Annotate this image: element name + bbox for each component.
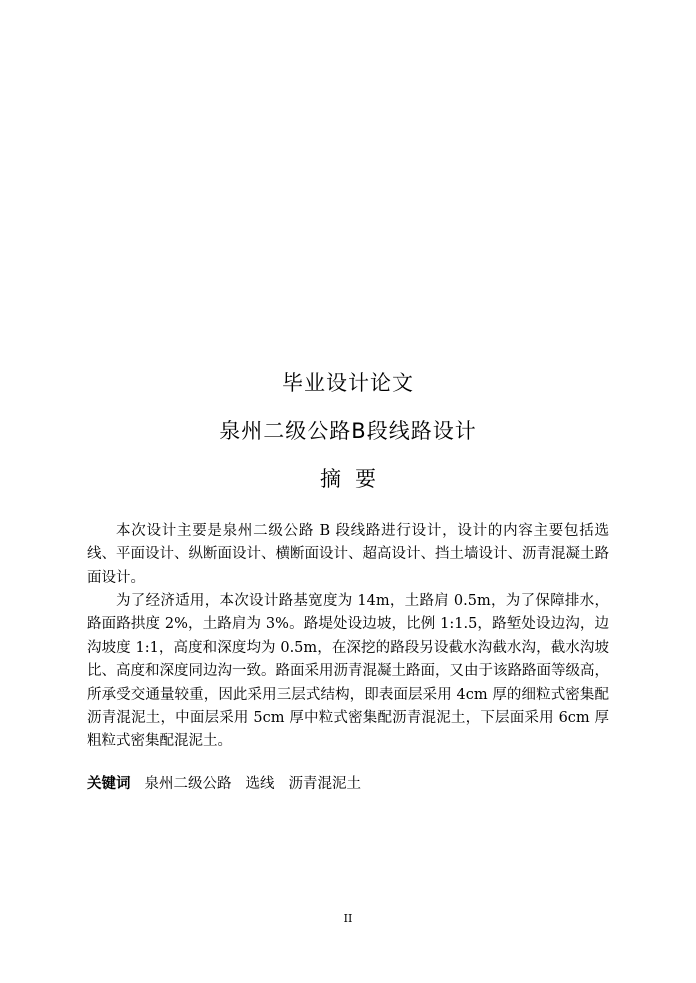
abstract-paragraph-1: 本次设计主要是泉州二级公路 B 段线路进行设计，设计的内容主要包括选线、平面设计、纵断面设计、横断面设计、超高设计、挡土墙设计、沥青混凝土路面设计。 xyxy=(87,523,609,586)
keyword-item: 沥青混泥土 xyxy=(288,776,361,792)
keyword-item: 选线 xyxy=(245,776,275,792)
thesis-subtitle: 泉州二级公路B段线路设计 xyxy=(219,419,477,443)
page-number: II xyxy=(343,912,353,925)
abstract-heading xyxy=(0,465,696,493)
keywords-line xyxy=(87,773,609,796)
thesis-title: 毕业设计论文 xyxy=(282,371,414,395)
keywords-label: 关键词 xyxy=(87,776,131,792)
keyword-item: 泉州二级公路 xyxy=(144,776,232,792)
abstract-heading-part1: 摘 xyxy=(320,467,341,491)
abstract-paragraph-2: 为了经济适用，本次设计路基宽度为 14m，土路肩 0.5m，为了保障排水，路面路拱度 2%，土路肩为 3%。路堤处设边坡，比例 1:1.5，路堑处设边沟，边沟坡度 1:1，高度和深度均为 0.5m，在深挖的路段另设截水沟截水沟，截水沟坡比、高度和深度同边沟一致。路面采用沥青混凝土路面，又由于该路路面等级高，所承受交通量较重，因此采用三层式结构，即表面层采用 4cm 厚的细粒式密集配沥青混泥土，中面层采用 5cm 厚中粒式密集配沥青混泥土，下层面采用 6cm 厚粗粒式密集配混泥土。 xyxy=(87,593,609,750)
abstract-heading-part2: 要 xyxy=(355,467,376,491)
